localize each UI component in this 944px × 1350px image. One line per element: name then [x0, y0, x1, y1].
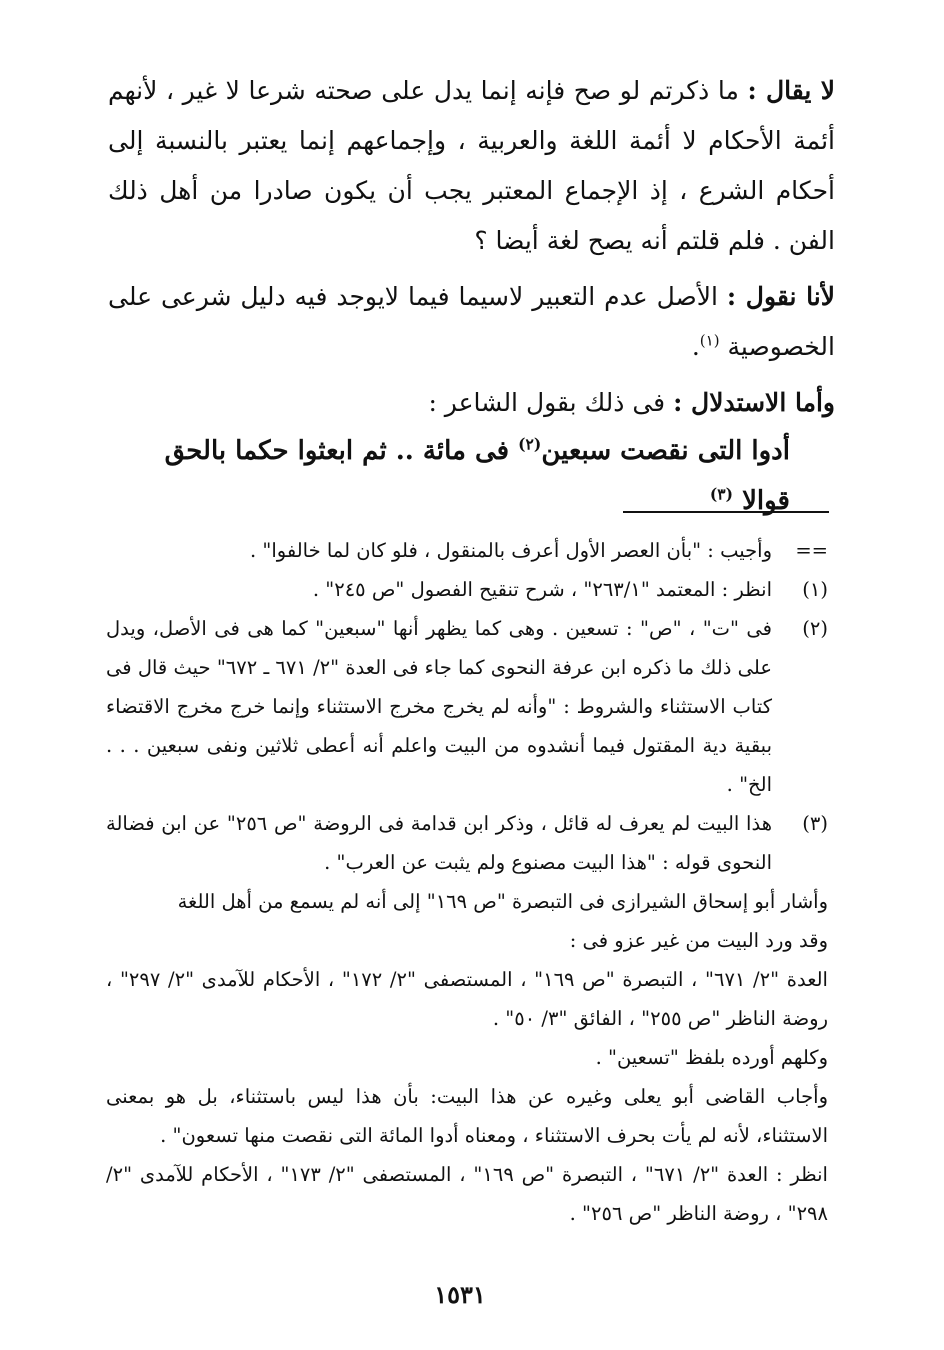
footnote-carryover	[106, 531, 828, 570]
footnote-ref-3[interactable]: (٣)	[709, 484, 734, 504]
paragraph-reply-text: الأصل عدم التعبير لاسيما فيما لايوجد فيه دليل شرعى على الخصوصية	[108, 282, 835, 361]
footnote-3-paragraph-6: وأجاب القاضى أبو يعلى وغيره عن هذا البيت: بأن هذا ليس باستثناء، بل هو بمعنى الاستثناء، لأنه لم يأت بحرف الاستثناء ، ومعناه أدوا المائة التى نقصت منها تسعون" .	[106, 1085, 828, 1147]
footnote-carryover-text: وأجيب : "بأن العصر الأول أعرف بالمنقول ، فلو كان لما خالفوا" .	[250, 539, 772, 562]
footnote-1-text: انظر : المعتمد "٢٦٣/١" ، شرح تنقيح الفصول "ص ٢٤٥" .	[312, 578, 772, 601]
verse-second-half: فى مائة .. ثم ابعثوا حكما بالحق قوالا	[164, 436, 790, 516]
footnote-3-paragraph-5: وكلهم أورده بلفظ "تسعين" .	[595, 1046, 828, 1069]
footnote-2-number: (٢)	[802, 617, 828, 640]
footnote-3-paragraph-4: العدة "٢/ ٦٧١" ، التبصرة "ص ١٦٩" ، المستصفى "٢/ ١٧٢" ، الأحكام للآمدى "٢/ ٢٩٧" ، روضة الناظر "ص ٢٥٥" ، الفائق "٣/ ٥٠" .	[106, 968, 828, 1030]
footnotes	[106, 531, 828, 1233]
footnote-divider	[623, 511, 829, 513]
footnote-ref-2[interactable]: (٢)	[518, 434, 542, 454]
footnote-1	[106, 570, 828, 609]
paragraph-argument-text: فى ذلك بقول الشاعر :	[428, 388, 666, 417]
footnote-1-number: (١)	[802, 578, 828, 601]
page-number: ١٥٣١	[434, 1280, 486, 1309]
paragraph-argument-lead: وأما الاستدلال :	[673, 388, 835, 417]
paragraph-reply-end: .	[691, 332, 700, 361]
footnote-3-number: (٣)	[802, 812, 828, 835]
paragraph-objection-text: ما ذكرتم لو صح فإنه إنما يدل على صحته شرعا لا غير ، لأنهم أئمة الأحكام لا أئمة اللغة والعربية ، وإجماعهم إنما يعتبر بالنسبة إلى أحكام الشرع ، إذ الإجماع المعتبر يجب أن يكون صادرا من أهل ذلك الفن . فلم قلتم أنه يصح لغة أيضا ؟	[108, 76, 835, 255]
verse-first-half: أدوا التى نقصت سبعين	[541, 436, 790, 466]
paragraph-reply-lead: لأنا نقول :	[726, 282, 835, 311]
footnote-2	[106, 609, 828, 804]
footnote-carryover-marker: ==	[795, 539, 828, 562]
paragraph-objection-lead: لا يقال :	[747, 76, 835, 105]
paragraph-reply	[108, 272, 835, 372]
footnote-3-paragraph-3: وقد ورد البيت من غير عزو فى :	[569, 929, 828, 952]
paragraph-objection	[108, 66, 835, 266]
footnote-3	[106, 804, 828, 882]
footnote-3-paragraph-7: انظر : العدة "٢/ ٦٧١" ، التبصرة "ص ١٦٩" ، المستصفى "٢/ ١٧٣" ، الأحكام للآمدى "٢/ ٢٩٨" ، روضة الناظر "ص ٢٥٦" .	[106, 1163, 828, 1225]
footnote-3-text: هذا البيت لم يعرف له قائل ، وذكر ابن قدامة فى الروضة "ص ٢٥٦" عن ابن فضالة النحوى قوله : "هذا البيت مصنوع ولم يثبت عن العرب" .	[106, 812, 772, 874]
footnote-3-paragraph-2: وأشار أبو إسحاق الشيرازى فى التبصرة "ص ١٦٩" إلى أنه لم يسمع من أهل اللغة	[177, 890, 828, 913]
footnote-ref-1[interactable]: (١)	[699, 331, 720, 350]
main-text	[108, 66, 835, 434]
footnote-2-text: فى "ت" ، "ص" : تسعين . وهى كما يظهر أنها "سبعين" كما هى فى الأصل، ويدل على ذلك ما ذكره ابن عرفة النحوى كما جاء فى العدة "٢/ ٦٧١ ـ ٦٧٢" حيث قال فى كتاب الاستثناء والشروط : "وأنه لم يخرج مخرج الاستثناء وإنما خرج مخرج الاقتضاء ببقية دية المقتول فيما أنشدوه من البيت واعلم أنه أعطى ثلاثين ونفى سبعين . . . الخ" .	[106, 617, 772, 796]
paragraph-argument	[108, 378, 835, 428]
